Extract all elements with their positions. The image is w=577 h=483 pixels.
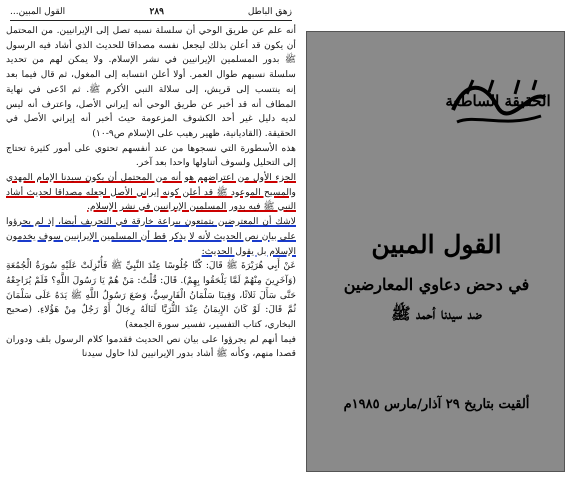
- red-underlined-passage: الجزء الأول من اعتراضهم هو أنه من المحتمل أن يكون سيدنا الإمام المهدي والمسيح الموعود ﷺ قد أعلن كونه إيراني الأصل لجعله مصداقا لحديث أشاد النبي ﷺ فيه بدور المسلمين الإيرانيين في نشر الإسلام.: [6, 172, 296, 213]
- book-subtitle-2: ضد سيدنا أحمد ﷺ: [391, 304, 482, 323]
- calligraphy-logo: [445, 70, 551, 132]
- paragraph-1: أنه علم عن طريق الوحي أن سلسلة نسبه تصل إلى الإيرانيين. من المحتمل أن يكون قد أعلن بذلك ليجعل نفسه مصداقا للحديث الذي أشاد فيه الرسول ﷺ بدور المسلمين الإيرانيين في نشر الإسلام. ولا يمكن لهم من تحديد سلسلة نسبهم طوال العمر. أولا أعلن انتسابه إلى المغول، ثم قال فيما بعد إنه ينتسب إلى قريش، إلى سلالة النبي الأكرم ﷺ. ثم ادّعى في نهاية المطاف أنه قد أخبر عن طريق الوحي أنه إيراني الأصل، واعترف أنه ليس لديه دليل غير أحد الكشوف المزعومة حيث أخبر أنه إيراني الأصل في الحقيقة. (القاديانية، ظهير رهيب على الإسلام ص٩-١٠): [6, 25, 296, 139]
- header-left: القول المبين...: [10, 7, 66, 17]
- page-body: [6, 24, 296, 362]
- header-right: زهق الباطل: [247, 7, 292, 17]
- hadith-quote: عَنْ أَبِي هُرَيْرَةَ ﷺ قَالَ: كُنَّا جُلُوسًا عِنْدَ النَّبِيِّ ﷺ فَأُنْزِلَتْ عَلَيْهِ سُورَةُ الْجُمُعَةِ (وَآخَرِينَ مِنْهُمْ لَمَّا يَلْحَقُوا بِهِمْ). قَالَ: قُلْتُ: مَنْ هُمْ يَا رَسُولَ اللَّهِ؟ فَلَمْ يُرَاجِعْهُ حَتَّى سَأَلَ ثَلاثًا، وَفِينَا سَلْمَانُ الْفَارِسِيُّ، وَضَعَ رَسُولُ اللَّهِ ﷺ يَدَهُ عَلَى سَلْمَانَ ثُمَّ قَالَ: لَوْ كَانَ الإِيمَانُ عِنْدَ الثُّرَيَّا لَنَالَهُ رِجَالٌ أَوْ رَجُلٌ مِنْ هَؤُلاءِ. (صحيح البخاري، كتاب التفسير، تفسير سورة الجمعة): [6, 260, 296, 331]
- book-subtitle-1: في دحض دعاوي المعارضين: [343, 275, 530, 294]
- book-date: ألقيت بتاريخ ٢٩ آذار/مارس ١٩٨٥م: [343, 397, 530, 412]
- book-cover: [306, 31, 565, 472]
- blue-underlined-passage: لاشك أن المعترضين يتمتعون ببراعة خارقة في التحريف أيضا، إذ لم يجرؤوا على بيان نص الحديث لأنه لا يذكر قط أن المسلمين الإيرانيين سوف يخدمون الإسلام بل يقول الحديث:: [6, 216, 296, 257]
- page-number: ٢٨٩: [149, 7, 164, 17]
- paragraph-last: فيما أنهم لم يجرؤوا على بيان نص الحديث فقدموا كلام الرسول بلف ودوران قصدا منهم، وكأنه ﷺ أشاد بدور الإيرانيين لذا حاول سيدنا: [6, 333, 296, 360]
- paragraph-2: هذه الأسطورة التي نسجوها من عند أنفسهم تحتوي على أمور كثيرة تحتاج إلى التحليل ولسوف أتناولها واحدا بعد آخر.: [6, 142, 296, 169]
- page-header: [10, 6, 292, 21]
- logo-text: الحقيقة الساطعة: [445, 92, 551, 110]
- book-title: القول المبين: [371, 230, 502, 259]
